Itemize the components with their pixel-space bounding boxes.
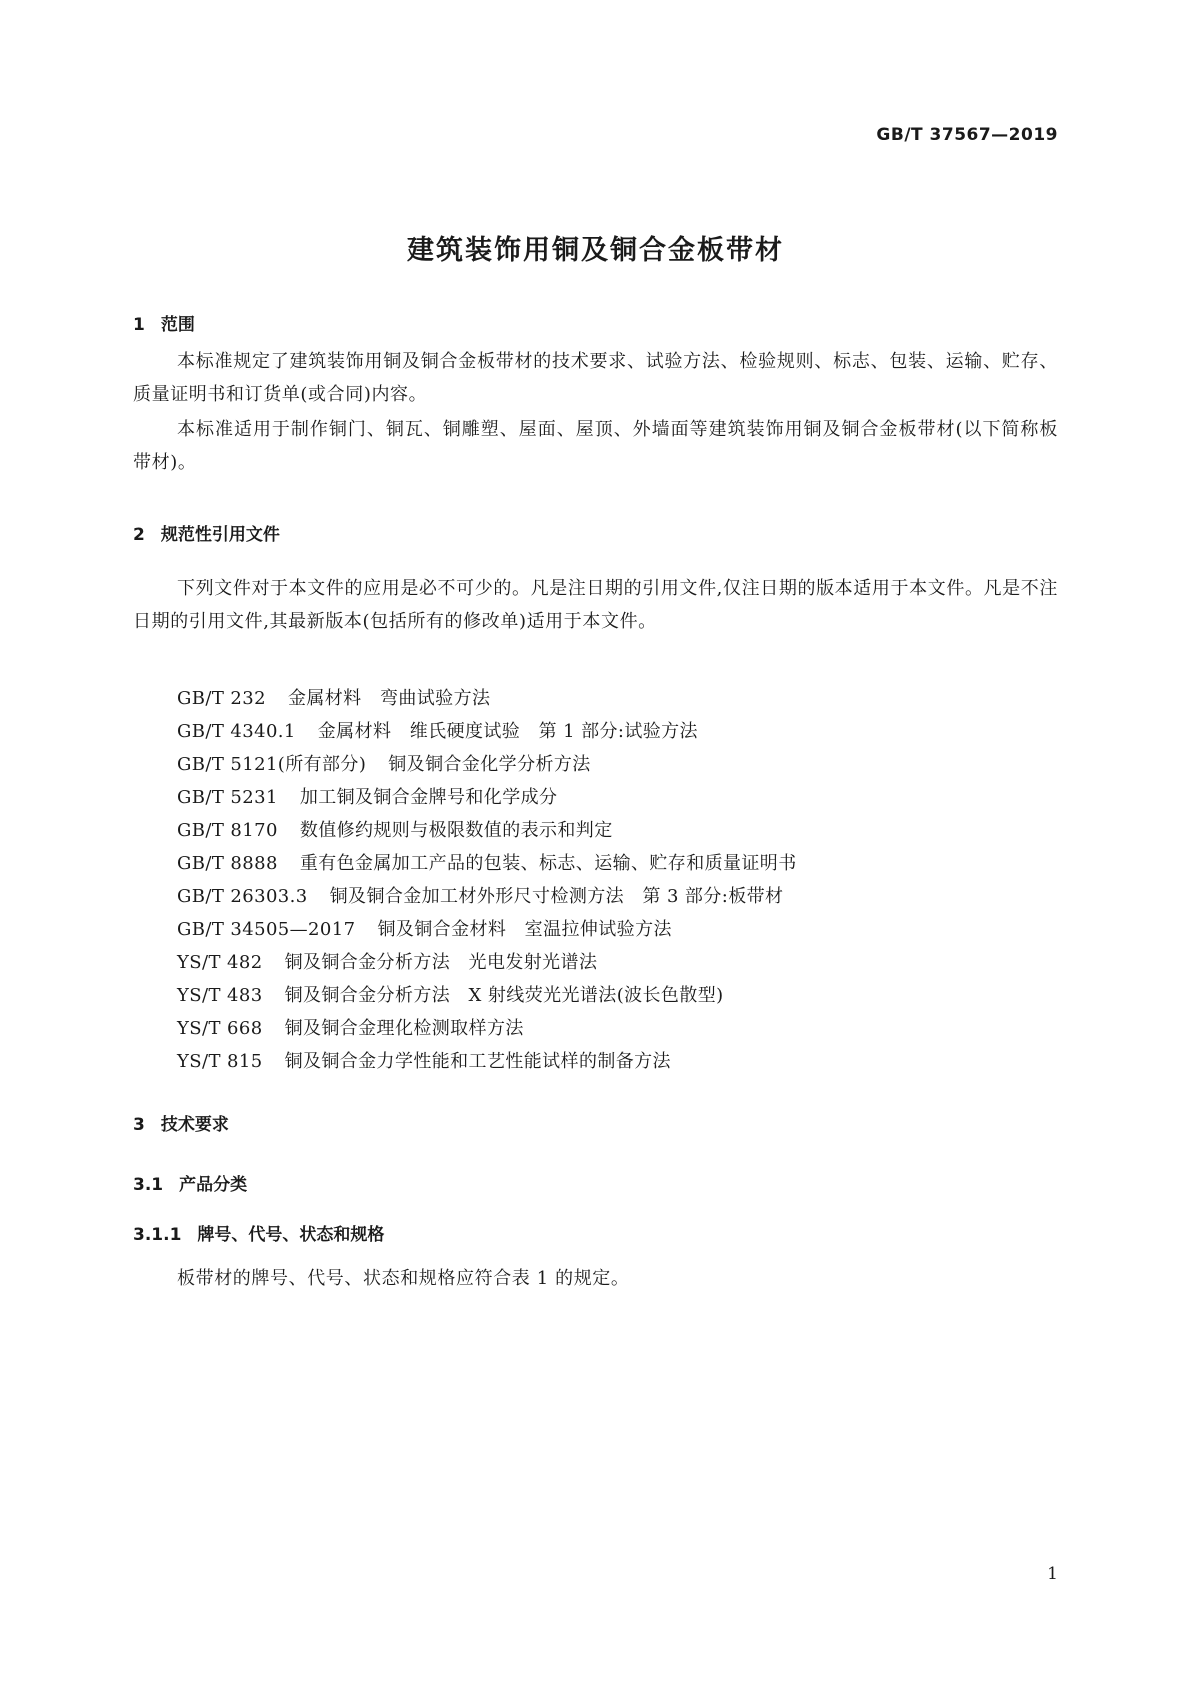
reference-code: GB/T 5231	[177, 787, 278, 808]
reference-code: GB/T 5121(所有部分)	[177, 754, 367, 775]
section-3-heading	[133, 1110, 229, 1135]
document-title: 建筑装饰用铜及铜合金板带材	[407, 235, 784, 266]
reference-title: 铜及铜合金分析方法 光电发射光谱法	[284, 952, 598, 973]
reference-item	[177, 913, 797, 946]
reference-item	[177, 1045, 797, 1078]
reference-title: 金属材料 维氏硬度试验 第 1 部分:试验方法	[317, 721, 698, 742]
section-2-intro: 下列文件对于本文件的应用是必不可少的。凡是注日期的引用文件,仅注日期的版本适用于本文件。凡是不注日期的引用文件,其最新版本(包括所有的修改单)适用于本文件。	[133, 578, 1058, 632]
reference-item	[177, 715, 797, 748]
reference-item	[177, 748, 797, 781]
reference-code: YS/T 668	[177, 1018, 263, 1039]
section-1-paragraph-1: 本标准规定了建筑装饰用铜及铜合金板带材的技术要求、试验方法、检验规则、标志、包装、运输、贮存、质量证明书和订货单(或合同)内容。	[133, 351, 1058, 405]
reference-code: GB/T 8888	[177, 853, 278, 874]
section-3-1-heading	[133, 1170, 247, 1195]
reference-item	[177, 682, 797, 715]
reference-title: 金属材料 弯曲试验方法	[287, 688, 491, 709]
reference-title: 重有色金属加工产品的包装、标志、运输、贮存和质量证明书	[299, 853, 797, 874]
reference-title: 铜及铜合金加工材外形尺寸检测方法 第 3 部分:板带材	[329, 886, 784, 907]
page-number: 1	[1047, 1564, 1058, 1584]
reference-item	[177, 979, 797, 1012]
reference-code: GB/T 232	[177, 688, 266, 709]
section-1-paragraph-2: 本标准适用于制作铜门、铜瓦、铜雕塑、屋面、屋顶、外墙面等建筑装饰用铜及铜合金板带材(以下简称板带材)。	[133, 419, 1058, 473]
reference-code: YS/T 815	[177, 1051, 263, 1072]
reference-title: 铜及铜合金分析方法 X 射线荧光光谱法(波长色散型)	[284, 985, 724, 1006]
reference-code: YS/T 482	[177, 952, 263, 973]
reference-item	[177, 847, 797, 880]
reference-list	[177, 682, 797, 1078]
reference-item	[177, 814, 797, 847]
reference-title: 铜及铜合金化学分析方法	[388, 754, 591, 775]
section-3-1-1-heading	[133, 1220, 384, 1245]
reference-title: 铜及铜合金材料 室温拉伸试验方法	[377, 919, 672, 940]
section-3-1-1-paragraph: 板带材的牌号、代号、状态和规格应符合表 1 的规定。	[177, 1268, 630, 1289]
section-number: 2	[133, 525, 145, 545]
section-2-heading	[133, 520, 280, 545]
reference-code: GB/T 34505—2017	[177, 919, 356, 940]
reference-title: 数值修约规则与极限数值的表示和判定	[299, 820, 613, 841]
reference-title: 加工铜及铜合金牌号和化学成分	[299, 787, 558, 808]
reference-title: 铜及铜合金力学性能和工艺性能试样的制备方法	[284, 1051, 671, 1072]
section-number: 1	[133, 315, 145, 335]
reference-code: GB/T 26303.3	[177, 886, 308, 907]
section-number: 3.1	[133, 1175, 164, 1195]
section-title: 范围	[160, 315, 195, 335]
section-title: 规范性引用文件	[160, 525, 280, 545]
standard-code: GB/T 37567—2019	[876, 125, 1058, 145]
reference-item	[177, 781, 797, 814]
reference-item	[177, 1012, 797, 1045]
reference-title: 铜及铜合金理化检测取样方法	[284, 1018, 524, 1039]
section-title: 产品分类	[179, 1175, 248, 1195]
section-title: 技术要求	[160, 1115, 229, 1135]
reference-item	[177, 880, 797, 913]
reference-code: YS/T 483	[177, 985, 263, 1006]
section-1-heading	[133, 310, 195, 335]
reference-item	[177, 946, 797, 979]
section-number: 3	[133, 1115, 145, 1135]
section-title: 牌号、代号、状态和规格	[197, 1225, 385, 1245]
section-number: 3.1.1	[133, 1225, 182, 1245]
reference-code: GB/T 8170	[177, 820, 278, 841]
reference-code: GB/T 4340.1	[177, 721, 296, 742]
